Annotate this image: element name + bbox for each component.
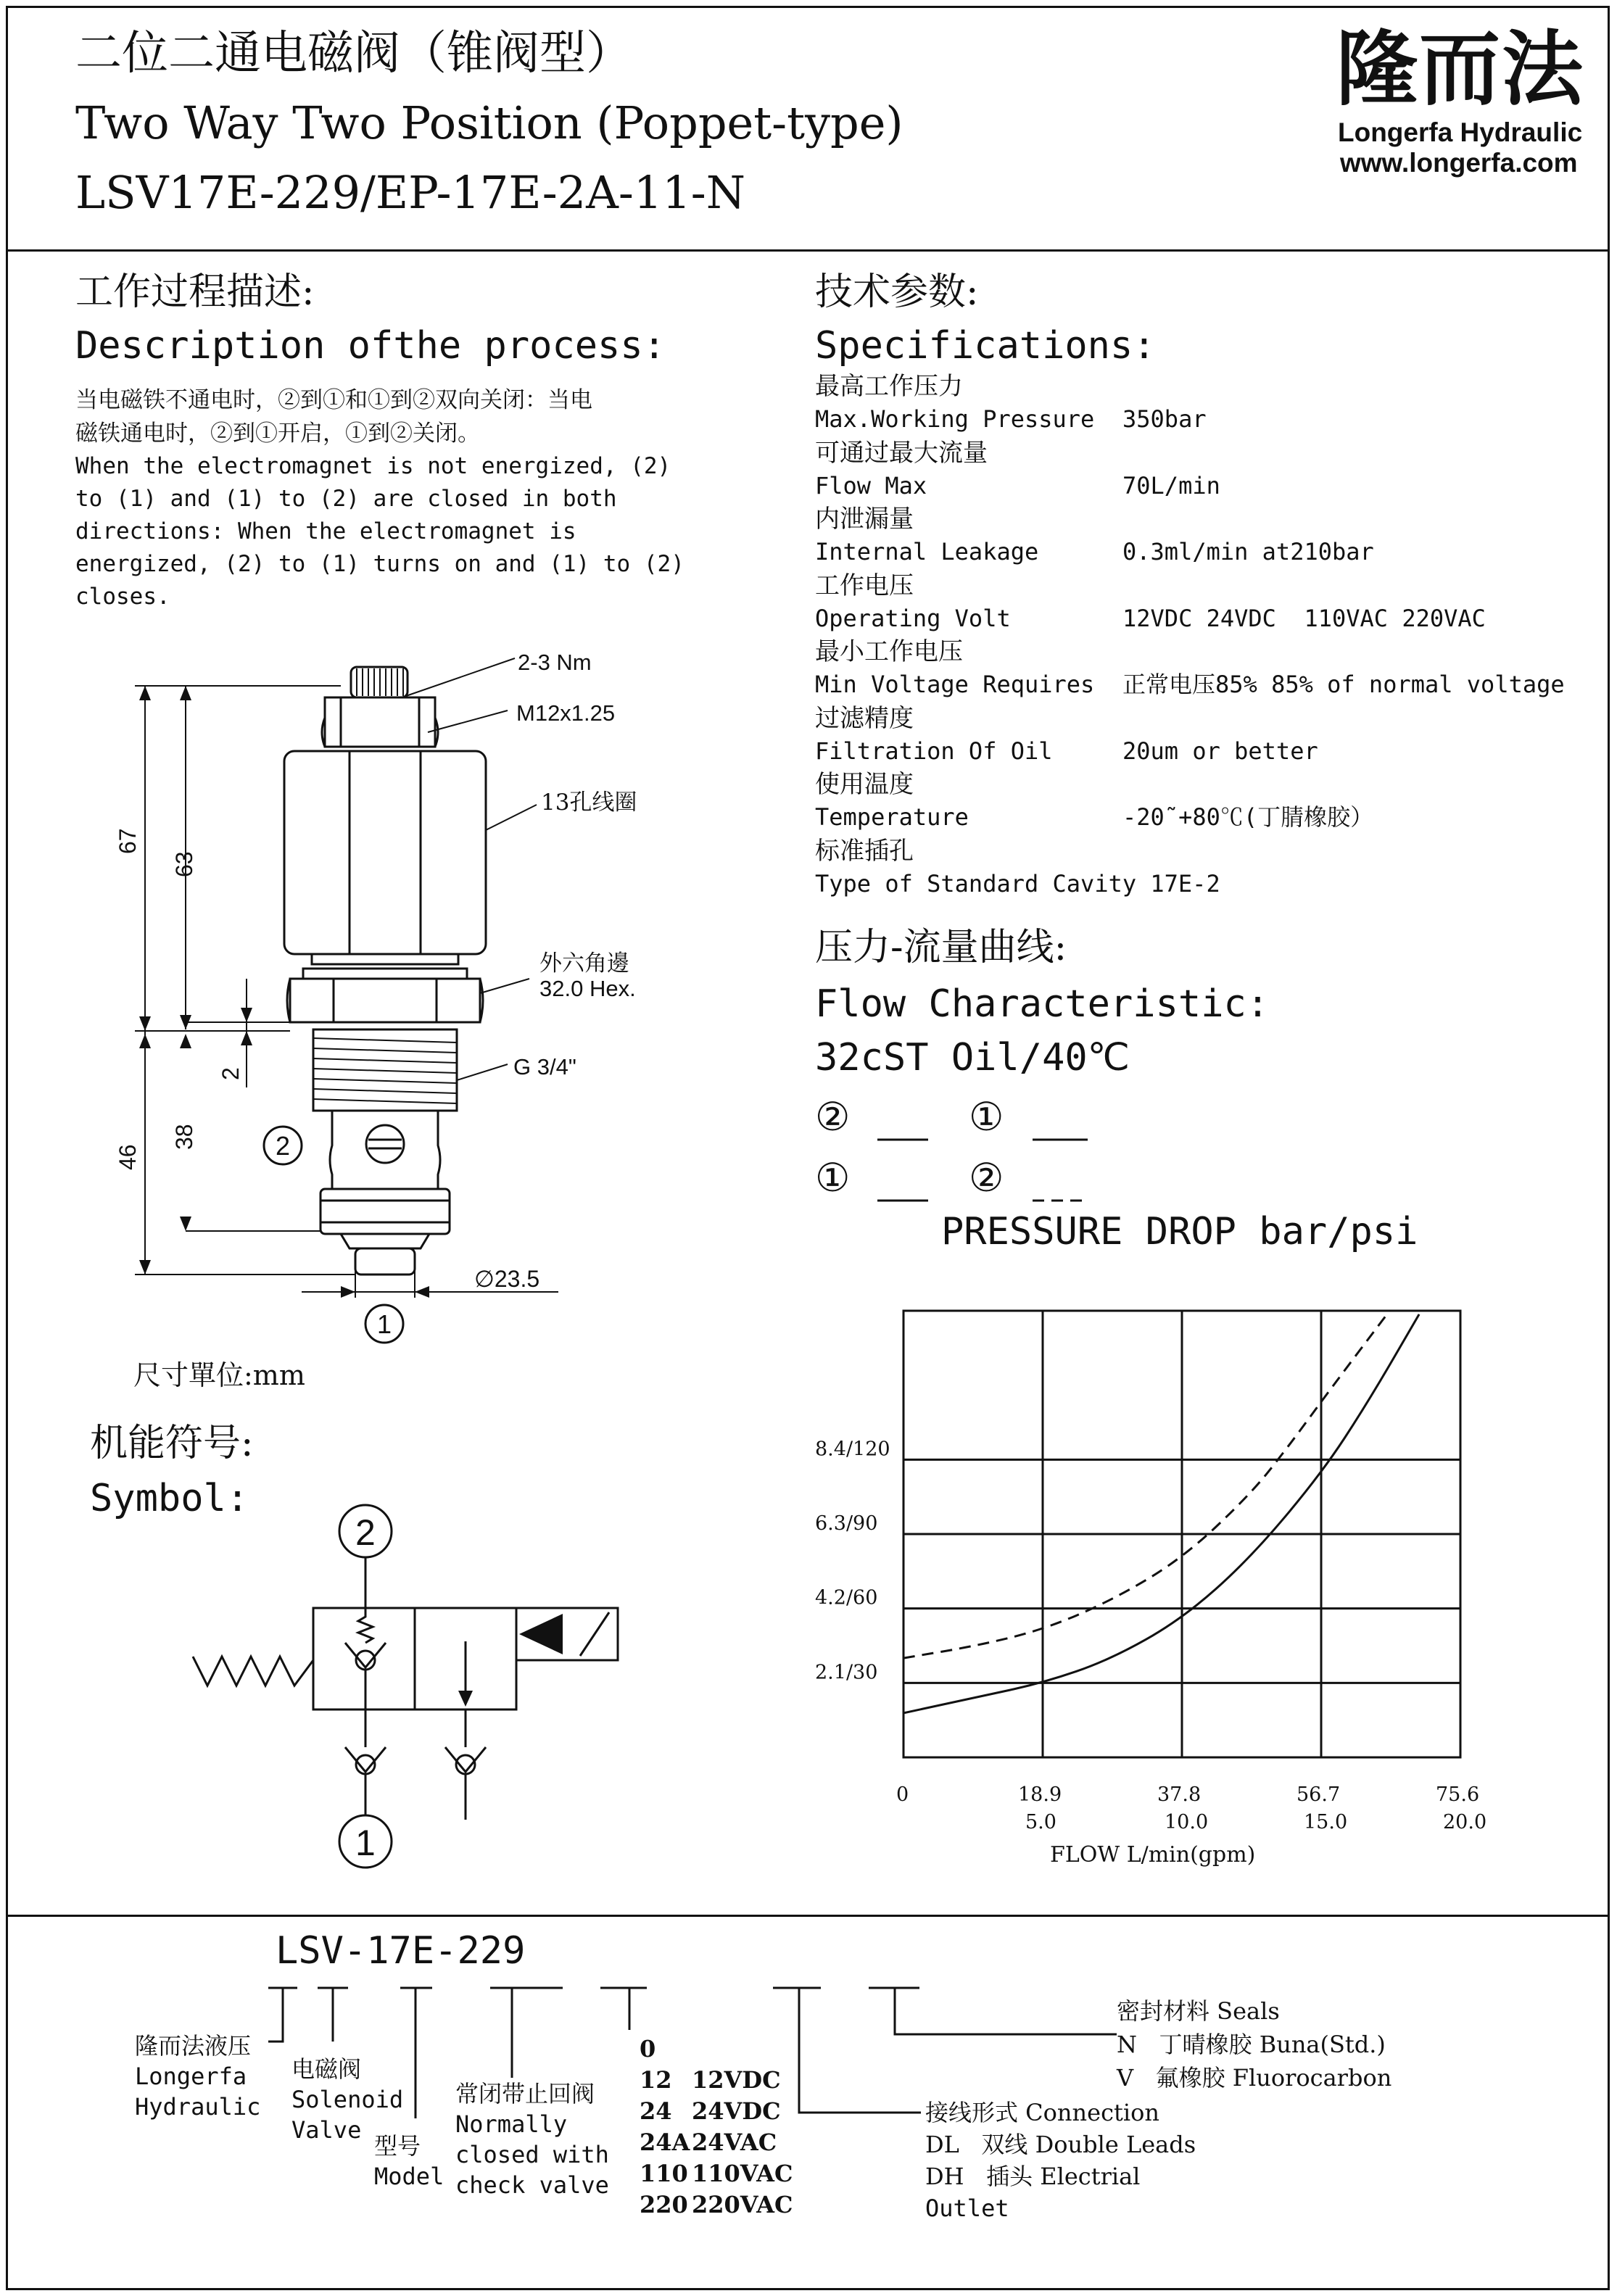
spec-label-cn: 内泄漏量 xyxy=(815,505,914,534)
unit-label: 尺寸單位:mm xyxy=(133,1359,305,1391)
spec-value: 70L/min xyxy=(1122,471,1220,500)
description-title-en: Description ofthe process: xyxy=(75,324,666,368)
connection-outlet: Outlet xyxy=(925,2195,1009,2222)
valve-en-2: Valve xyxy=(291,2116,362,2144)
check-en-2: closed with xyxy=(455,2141,609,2168)
symbol-title-cn: 机能符号: xyxy=(90,1422,254,1465)
voltage-code: 24A xyxy=(640,2129,690,2156)
torque-label: 2-3 Nm xyxy=(518,650,592,675)
spec-value: 20um or better xyxy=(1122,737,1318,765)
check-en-1: Normally xyxy=(455,2110,568,2138)
spec-label-cn: 使用温度 xyxy=(815,770,914,799)
type-cn: 型号 xyxy=(374,2132,421,2160)
spec-label-en: Min Voltage Requires xyxy=(815,671,1095,698)
voltage-code: 12 xyxy=(640,2066,672,2094)
seals-title: 密封材料 Seals xyxy=(1117,1997,1280,2025)
thread-body-label: G 3/4" xyxy=(513,1054,576,1079)
model-number: LSV17E-229/EP-17E-2A-11-N xyxy=(75,166,745,219)
spec-label-en: Filtration Of Oil xyxy=(815,737,1053,765)
spec-label-en: Operating Volt xyxy=(815,604,1011,632)
description-line: closes. xyxy=(75,584,170,610)
thread-top-label: M12x1.25 xyxy=(516,700,616,726)
x-tick-label-gpm: 5.0 xyxy=(1025,1811,1056,1833)
flow-title-en: Flow Characteristic: xyxy=(815,982,1270,1026)
brand-en-1: Longerfa xyxy=(135,2063,247,2090)
website[interactable]: www.longerfa.com xyxy=(1340,148,1578,178)
diameter-label: ∅23.5 xyxy=(474,1266,540,1292)
brand-cn: 隆而法液压 xyxy=(135,2032,252,2060)
spec-label-cn: 标准插孔 xyxy=(815,836,914,866)
connection-title: 接线形式 Connection xyxy=(925,2099,1159,2126)
spec-label-cn: 最小工作电压 xyxy=(815,637,963,666)
description-line: energized, (2) to (1) turns on and (1) to (2) xyxy=(75,551,685,577)
x-tick-label-gpm: 10.0 xyxy=(1165,1811,1209,1833)
legend-solid-to: ① xyxy=(969,1094,1004,1140)
spec-label-en: Temperature xyxy=(815,803,969,831)
description-title-cn: 工作过程描述: xyxy=(75,270,315,314)
specs-title-en: Specifications: xyxy=(815,324,1156,368)
check-en-3: check valve xyxy=(455,2171,609,2199)
spec-label-cn: 可通过最大流量 xyxy=(815,438,988,468)
check-cn: 常闭带止回阀 xyxy=(455,2080,595,2108)
connection-dh: DH 插头 Electrial xyxy=(925,2163,1141,2190)
x-tick-label: 75.6 xyxy=(1436,1783,1480,1806)
x-tick-label-gpm: 15.0 xyxy=(1304,1811,1348,1833)
description-line: to (1) and (1) to (2) are closed in both xyxy=(75,486,617,512)
dim-63: 63 xyxy=(171,851,197,877)
spec-label-en: Max.Working Pressure xyxy=(815,405,1095,433)
symbol-port-2: 2 xyxy=(355,1512,376,1553)
dim-2: 2 xyxy=(218,1067,244,1080)
voltage-label: 24VDC xyxy=(692,2097,781,2125)
connection-dl: DL 双线 Double Leads xyxy=(925,2131,1196,2158)
chart-title: PRESSURE DROP bar/psi xyxy=(941,1210,1418,1253)
voltage-label: 12VDC xyxy=(692,2066,781,2094)
spec-label-en: Type of Standard Cavity 17E-2 xyxy=(815,869,1220,898)
spec-value: 12VDC 24VDC 110VAC 220VAC xyxy=(1122,604,1486,632)
x-tick-label: 0 xyxy=(896,1783,909,1806)
hex-label-en: 32.0 Hex. xyxy=(539,976,636,1001)
spec-label-cn: 过滤精度 xyxy=(815,703,914,733)
type-en: Model xyxy=(374,2163,444,2190)
voltage-code: 110 xyxy=(640,2160,688,2187)
seals-n: N 丁晴橡胶 Buna(Std.) xyxy=(1117,2031,1386,2058)
y-tick-label: 2.1/30 xyxy=(815,1661,878,1684)
x-tick-label: 18.9 xyxy=(1018,1783,1062,1806)
dim-67: 67 xyxy=(115,828,141,854)
voltage-label: 110VAC xyxy=(692,2160,793,2187)
spec-value: 正常电压85% 85% of normal voltage xyxy=(1122,671,1565,698)
valve-en-1: Solenoid xyxy=(291,2086,404,2113)
title-en: Two Way Two Position (Poppet-type) xyxy=(75,96,903,149)
brand-logo-cn: 隆而法 xyxy=(1336,24,1584,115)
symbol-port-1: 1 xyxy=(355,1823,376,1863)
spec-label-cn: 工作电压 xyxy=(815,571,914,600)
dim-38: 38 xyxy=(171,1124,197,1150)
legend-dashed-from: ① xyxy=(815,1155,851,1201)
spec-value: 350bar xyxy=(1122,405,1207,433)
drawing-port-2: 2 xyxy=(276,1131,291,1161)
spec-label-en: Internal Leakage xyxy=(815,538,1039,565)
order-code: LSV-17E-229 xyxy=(276,1929,526,1973)
voltage-code: 220 xyxy=(640,2191,688,2218)
voltage-code: 24 xyxy=(640,2097,672,2125)
y-tick-label: 4.2/60 xyxy=(815,1586,878,1609)
seals-v: V 氟橡胶 Fluorocarbon xyxy=(1117,2064,1392,2092)
drawing-port-1: 1 xyxy=(377,1309,392,1339)
spec-label-en: Flow Max xyxy=(815,471,927,500)
x-tick-label: 37.8 xyxy=(1157,1783,1202,1806)
description-line: directions: When the electromagnet is xyxy=(75,518,576,544)
y-tick-label: 8.4/120 xyxy=(815,1438,890,1461)
dim-46: 46 xyxy=(115,1144,141,1170)
spec-value: -20˜+80℃(丁腈橡胶） xyxy=(1122,803,1374,831)
voltage-label: 24VAC xyxy=(692,2129,777,2156)
legend-dashed-to: ② xyxy=(969,1155,1004,1201)
symbol-title-en: Symbol: xyxy=(90,1477,249,1520)
specs-title-cn: 技术参数: xyxy=(815,270,979,314)
voltage-label: 220VAC xyxy=(692,2191,793,2218)
chart-xlabel: FLOW L/min(gpm) xyxy=(1050,1842,1256,1868)
description-line: 当电磁铁不通电时，②到①和①到②双向关闭：当电 xyxy=(75,387,592,413)
hex-label-cn: 外六角邊 xyxy=(539,950,629,977)
legend-solid-from: ② xyxy=(815,1094,851,1140)
description-line: 磁铁通电时，②到①开启，①到②关闭。 xyxy=(75,420,480,447)
voltage-code: 0 xyxy=(640,2035,656,2063)
description-line: When the electromagnet is not energized, (2) xyxy=(75,453,671,479)
title-cn: 二位二通电磁阀（锥阀型） xyxy=(75,27,632,80)
coil-label: 13孔线圈 xyxy=(541,789,637,816)
flow-title-cn: 压力-流量曲线: xyxy=(815,926,1067,969)
oil-condition: 32cST Oil/40℃ xyxy=(815,1036,1130,1079)
x-tick-label-gpm: 20.0 xyxy=(1443,1811,1487,1833)
x-tick-label: 56.7 xyxy=(1297,1783,1341,1806)
y-tick-label: 6.3/90 xyxy=(815,1512,878,1535)
spec-value: 0.3ml/min at210bar xyxy=(1122,538,1374,565)
valve-cn: 电磁阀 xyxy=(291,2055,362,2083)
spec-label-cn: 最高工作压力 xyxy=(815,372,963,401)
brand-name-en: Longerfa Hydraulic xyxy=(1338,117,1583,147)
brand-en-2: Hydraulic xyxy=(135,2093,261,2121)
